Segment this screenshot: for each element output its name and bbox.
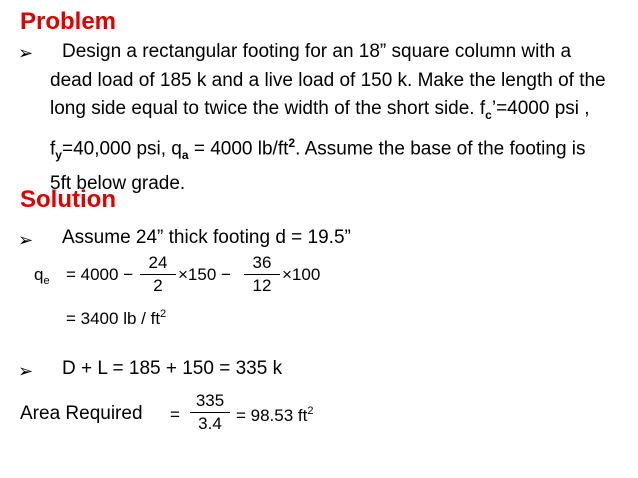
bullet-icon: ➢ bbox=[18, 230, 34, 250]
fraction-36-12 bbox=[244, 252, 280, 297]
solution-heading: Solution bbox=[20, 186, 116, 213]
area-numerator: 335 bbox=[190, 390, 230, 413]
area-result: = 98.53 $ft^2$ bbox=[236, 405, 314, 425]
frac2-numerator: 36 bbox=[244, 252, 280, 275]
problem-text-3: =40,000 psi, q bbox=[61, 138, 182, 160]
eq-part-2: ×150 − bbox=[178, 265, 231, 284]
fraction-24-2 bbox=[140, 252, 176, 297]
eq-part-3: ×100 bbox=[282, 265, 321, 284]
qa-subscript: a bbox=[181, 148, 189, 163]
problem-statement bbox=[50, 38, 610, 198]
eq-part-1: = 4000 − bbox=[66, 265, 134, 284]
area-equals: = bbox=[170, 405, 180, 424]
bullet-icon: ➢ bbox=[18, 361, 34, 381]
qe-symbol: $q_e$ bbox=[34, 265, 50, 287]
frac1-numerator: 24 bbox=[140, 252, 176, 275]
problem-text-5: . Assume the base of the footing is 5ft below grade. bbox=[50, 138, 586, 194]
assume-line: Assume 24” thick footing d = 19.5” bbox=[62, 227, 351, 248]
fy-subscript: y bbox=[55, 148, 62, 163]
problem-text-1: Design a rectangular footing for an 18” square column with a dead load of 185 k and a live load of 150 k. Make the length of the long side equal to twice the width of the short side. f bbox=[50, 41, 606, 119]
dl-line: D + L = 185 + 150 = 335 k bbox=[62, 358, 283, 379]
problem-text-2: ’=4000 psi , f bbox=[50, 98, 590, 160]
result-line: = 3400 lb / $ft^2$ bbox=[66, 308, 167, 328]
frac1-denominator: 2 bbox=[153, 276, 163, 295]
problem-heading: Problem bbox=[20, 8, 117, 35]
problem-text-4: = 4000 lb/ft bbox=[188, 138, 289, 160]
frac2-denominator: 12 bbox=[252, 276, 272, 295]
area-label: Area Required bbox=[20, 403, 143, 424]
fc-subscript: c bbox=[485, 107, 492, 122]
bullet-icon: ➢ bbox=[18, 43, 34, 63]
fraction-335-3-4 bbox=[190, 390, 230, 435]
area-denominator: 3.4 bbox=[198, 414, 222, 433]
ft-superscript: 2 bbox=[288, 136, 296, 151]
